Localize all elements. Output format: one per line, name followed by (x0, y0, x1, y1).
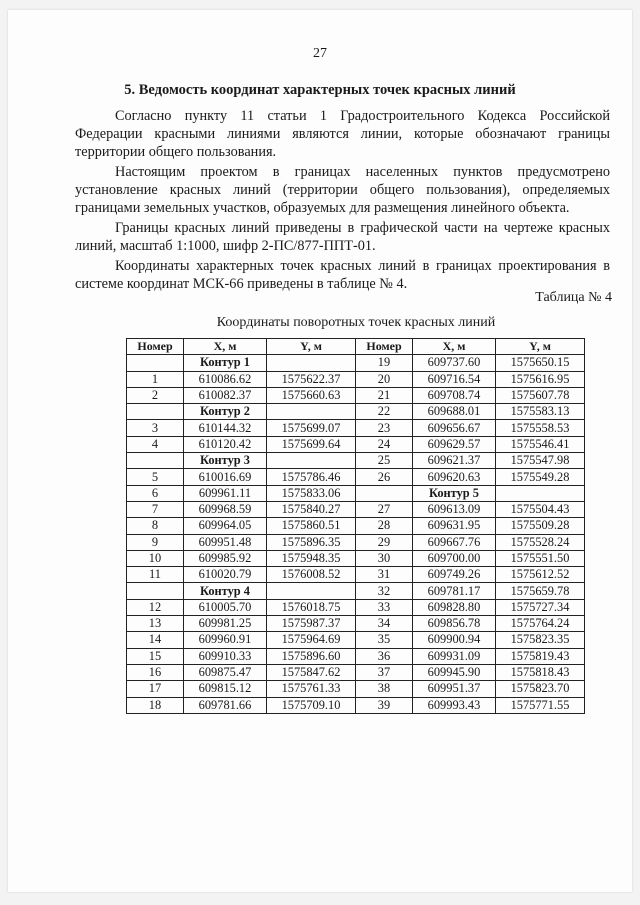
point-number: 5 (127, 469, 184, 485)
table-caption: Координаты поворотных точек красных линий (216, 315, 496, 330)
y-coordinate: 1575699.64 (267, 436, 356, 452)
table-row (127, 485, 585, 501)
header-y: Y, м (267, 339, 356, 355)
y-coordinate: 1575650.15 (496, 355, 585, 371)
point-number: 36 (356, 648, 413, 664)
table-header-row (127, 339, 585, 355)
y-coordinate: 1575504.43 (496, 501, 585, 517)
paragraph: Настоящим проектом в границах населенных пунктов предусмотрено установление красных линий (территории общего пользования), определяемых границами земельных участков, образуемых для размещения линейного объекта. (75, 164, 610, 216)
point-number: 27 (356, 501, 413, 517)
point-number: 13 (127, 616, 184, 632)
point-number: 25 (356, 453, 413, 469)
coordinates-table (126, 338, 585, 714)
y-coordinate: 1575549.28 (496, 469, 585, 485)
x-coordinate: 609985.92 (184, 550, 267, 566)
point-number: 17 (127, 681, 184, 697)
y-coordinate: 1575551.50 (496, 550, 585, 566)
x-coordinate: 609656.67 (413, 420, 496, 436)
table-row (127, 436, 585, 452)
x-coordinate: 609737.60 (413, 355, 496, 371)
y-coordinate: 1575987.37 (267, 616, 356, 632)
header-x: X, м (413, 339, 496, 355)
body-text (75, 107, 610, 295)
table-row (127, 453, 585, 469)
y-coordinate: 1575622.37 (267, 371, 356, 387)
point-number: 35 (356, 632, 413, 648)
x-coordinate: 609900.94 (413, 632, 496, 648)
x-coordinate: 610086.62 (184, 371, 267, 387)
x-coordinate: 610016.69 (184, 469, 267, 485)
x-coordinate: 609749.26 (413, 567, 496, 583)
empty-cell (356, 485, 413, 501)
x-coordinate: 609613.09 (413, 501, 496, 517)
point-number: 4 (127, 436, 184, 452)
empty-cell (127, 355, 184, 371)
table-body (127, 355, 585, 714)
x-coordinate: 609964.05 (184, 518, 267, 534)
point-number: 33 (356, 599, 413, 615)
y-coordinate: 1575823.35 (496, 632, 585, 648)
point-number: 9 (127, 534, 184, 550)
y-coordinate: 1575771.55 (496, 697, 585, 713)
table-row (127, 664, 585, 680)
empty-cell (127, 583, 184, 599)
table-row (127, 534, 585, 550)
table-row (127, 681, 585, 697)
point-number: 15 (127, 648, 184, 664)
x-coordinate: 609931.09 (413, 648, 496, 664)
y-coordinate: 1575709.10 (267, 697, 356, 713)
point-number: 34 (356, 616, 413, 632)
header-number: Номер (356, 339, 413, 355)
x-coordinate: 610005.70 (184, 599, 267, 615)
y-coordinate: 1575896.60 (267, 648, 356, 664)
table-row (127, 371, 585, 387)
point-number: 3 (127, 420, 184, 436)
contour-label: Контур 4 (184, 583, 267, 599)
y-coordinate: 1575699.07 (267, 420, 356, 436)
point-number: 30 (356, 550, 413, 566)
point-number: 32 (356, 583, 413, 599)
y-coordinate: 1575558.53 (496, 420, 585, 436)
table-row (127, 518, 585, 534)
x-coordinate: 609910.33 (184, 648, 267, 664)
y-coordinate: 1575847.62 (267, 664, 356, 680)
table-row (127, 632, 585, 648)
point-number: 28 (356, 518, 413, 534)
header-x: X, м (184, 339, 267, 355)
x-coordinate: 609688.01 (413, 404, 496, 420)
table-row (127, 567, 585, 583)
x-coordinate: 609667.76 (413, 534, 496, 550)
contour-label: Контур 1 (184, 355, 267, 371)
x-coordinate: 609951.48 (184, 534, 267, 550)
x-coordinate: 609631.95 (413, 518, 496, 534)
contour-label: Контур 2 (184, 404, 267, 420)
x-coordinate: 609828.80 (413, 599, 496, 615)
table-row (127, 550, 585, 566)
y-coordinate: 1575833.06 (267, 485, 356, 501)
table-row (127, 501, 585, 517)
document-page (8, 10, 632, 892)
point-number: 14 (127, 632, 184, 648)
point-number: 21 (356, 387, 413, 403)
x-coordinate: 610082.37 (184, 387, 267, 403)
point-number: 19 (356, 355, 413, 371)
x-coordinate: 609960.91 (184, 632, 267, 648)
x-coordinate: 609993.43 (413, 697, 496, 713)
y-coordinate: 1575818.43 (496, 664, 585, 680)
empty-cell (267, 404, 356, 420)
point-number: 29 (356, 534, 413, 550)
y-coordinate: 1575583.13 (496, 404, 585, 420)
y-coordinate: 1575823.70 (496, 681, 585, 697)
y-coordinate: 1576018.75 (267, 599, 356, 615)
paragraph: Границы красных линий приведены в графической части на чертеже красных линий, масштаб 1:1000, шифр 2-ПС/877-ППТ-01. (75, 220, 610, 254)
point-number: 31 (356, 567, 413, 583)
y-coordinate: 1575819.43 (496, 648, 585, 664)
x-coordinate: 609951.37 (413, 681, 496, 697)
x-coordinate: 610020.79 (184, 567, 267, 583)
x-coordinate: 609961.11 (184, 485, 267, 501)
y-coordinate: 1575840.27 (267, 501, 356, 517)
y-coordinate: 1575964.69 (267, 632, 356, 648)
x-coordinate: 609781.66 (184, 697, 267, 713)
table-row (127, 355, 585, 371)
y-coordinate: 1575547.98 (496, 453, 585, 469)
paragraph: Согласно пункту 11 статьи 1 Градостроительного Кодекса Российской Федерации красными линиями являются линии, которые обозначают границы территории общего пользования. (75, 108, 610, 160)
y-coordinate: 1575761.33 (267, 681, 356, 697)
point-number: 38 (356, 681, 413, 697)
y-coordinate: 1575764.24 (496, 616, 585, 632)
x-coordinate: 609629.57 (413, 436, 496, 452)
empty-cell (267, 583, 356, 599)
y-coordinate: 1575727.34 (496, 599, 585, 615)
contour-label: Контур 3 (184, 453, 267, 469)
x-coordinate: 609945.90 (413, 664, 496, 680)
x-coordinate: 609621.37 (413, 453, 496, 469)
contour-label: Контур 5 (413, 485, 496, 501)
x-coordinate: 609875.47 (184, 664, 267, 680)
point-number: 39 (356, 697, 413, 713)
x-coordinate: 609716.54 (413, 371, 496, 387)
table-row (127, 469, 585, 485)
point-number: 1 (127, 371, 184, 387)
y-coordinate: 1575896.35 (267, 534, 356, 550)
table-row (127, 697, 585, 713)
point-number: 24 (356, 436, 413, 452)
empty-cell (127, 453, 184, 469)
point-number: 2 (127, 387, 184, 403)
x-coordinate: 610144.32 (184, 420, 267, 436)
y-coordinate: 1575616.95 (496, 371, 585, 387)
table-label: Таблица № 4 (535, 290, 612, 305)
point-number: 26 (356, 469, 413, 485)
table-row (127, 616, 585, 632)
point-number: 37 (356, 664, 413, 680)
point-number: 16 (127, 664, 184, 680)
y-coordinate: 1575786.46 (267, 469, 356, 485)
point-number: 7 (127, 501, 184, 517)
point-number: 20 (356, 371, 413, 387)
x-coordinate: 609700.00 (413, 550, 496, 566)
point-number: 10 (127, 550, 184, 566)
x-coordinate: 609815.12 (184, 681, 267, 697)
point-number: 6 (127, 485, 184, 501)
header-y: Y, м (496, 339, 585, 355)
y-coordinate: 1575659.78 (496, 583, 585, 599)
x-coordinate: 609620.63 (413, 469, 496, 485)
y-coordinate: 1576008.52 (267, 567, 356, 583)
x-coordinate: 609781.17 (413, 583, 496, 599)
paragraph: Координаты характерных точек красных линий в границах проектирования в системе координат МСК-66 приведены в таблице № 4. (75, 258, 610, 292)
page-number: 27 (313, 46, 327, 61)
point-number: 12 (127, 599, 184, 615)
point-number: 22 (356, 404, 413, 420)
table-row (127, 404, 585, 420)
x-coordinate: 609968.59 (184, 501, 267, 517)
header-number: Номер (127, 339, 184, 355)
x-coordinate: 609981.25 (184, 616, 267, 632)
point-number: 23 (356, 420, 413, 436)
y-coordinate: 1575528.24 (496, 534, 585, 550)
empty-cell (127, 404, 184, 420)
table-row (127, 387, 585, 403)
table-row (127, 599, 585, 615)
empty-cell (267, 453, 356, 469)
y-coordinate: 1575612.52 (496, 567, 585, 583)
point-number: 18 (127, 697, 184, 713)
table-row (127, 420, 585, 436)
y-coordinate: 1575607.78 (496, 387, 585, 403)
table-row (127, 648, 585, 664)
x-coordinate: 609708.74 (413, 387, 496, 403)
y-coordinate: 1575660.63 (267, 387, 356, 403)
y-coordinate: 1575546.41 (496, 436, 585, 452)
section-heading: 5. Ведомость координат характерных точек красных линий (124, 82, 516, 98)
y-coordinate: 1575948.35 (267, 550, 356, 566)
table-row (127, 583, 585, 599)
y-coordinate: 1575509.28 (496, 518, 585, 534)
y-coordinate: 1575860.51 (267, 518, 356, 534)
x-coordinate: 609856.78 (413, 616, 496, 632)
empty-cell (496, 485, 585, 501)
empty-cell (267, 355, 356, 371)
point-number: 8 (127, 518, 184, 534)
x-coordinate: 610120.42 (184, 436, 267, 452)
point-number: 11 (127, 567, 184, 583)
